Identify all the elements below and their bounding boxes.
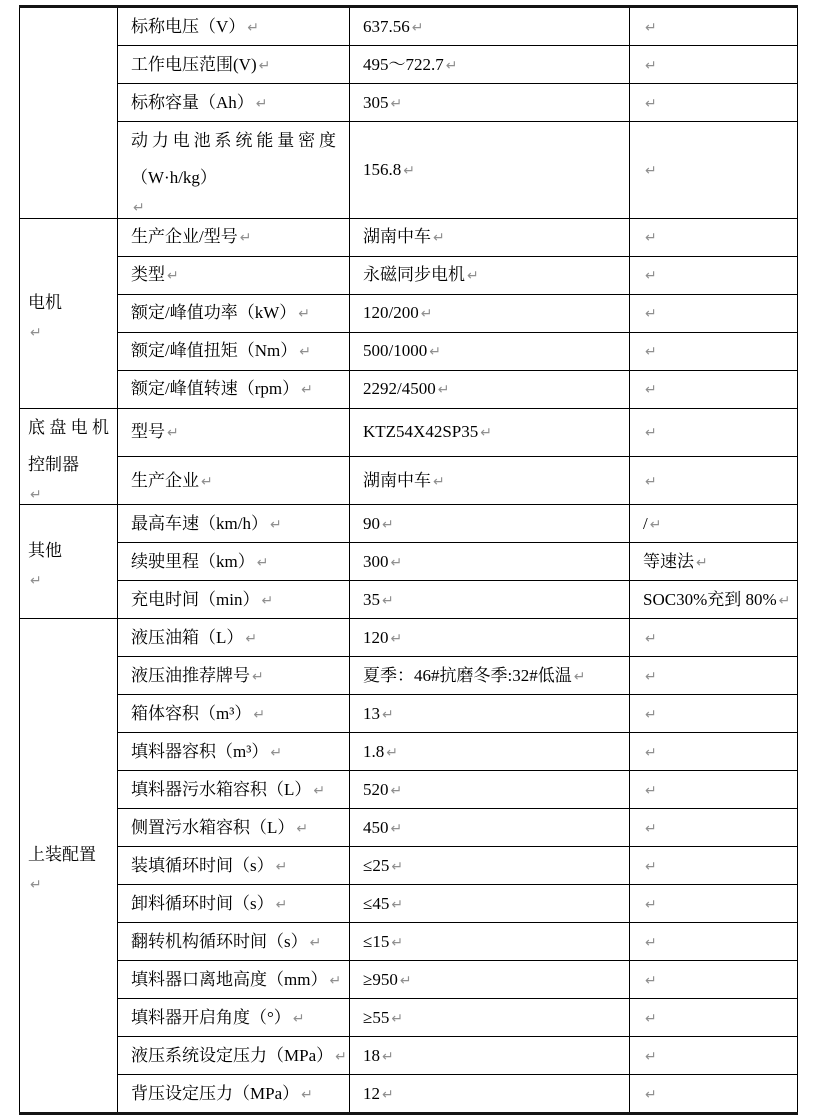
note-cell xyxy=(630,961,798,999)
parameter-label-text: 背压设定压力（MPa） xyxy=(131,1083,300,1103)
paragraph-mark: ↵ xyxy=(309,934,322,951)
value-text: 156.8 xyxy=(363,160,402,179)
parameter-label-cell xyxy=(118,771,350,809)
value-cell xyxy=(350,733,630,771)
paragraph-mark: ↵ xyxy=(573,668,586,685)
vehicle-spec-table xyxy=(19,5,798,1115)
note-cell xyxy=(630,456,798,504)
table-row xyxy=(20,1075,798,1114)
paragraph-mark: ↵ xyxy=(403,163,415,179)
note-cell xyxy=(630,122,798,219)
paragraph-mark: ↵ xyxy=(270,744,283,761)
parameter-label-text: 类型 xyxy=(131,265,165,285)
value-text: ≤25 xyxy=(363,855,390,875)
paragraph-mark: ↵ xyxy=(645,858,657,875)
note-text: 等速法 xyxy=(643,551,694,571)
paragraph-mark: ↵ xyxy=(258,57,271,74)
paragraph-mark: ↵ xyxy=(645,425,657,442)
paragraph-mark: ↵ xyxy=(30,573,42,590)
parameter-label-text: 箱体容积（m³） xyxy=(131,703,252,723)
parameter-label-cell xyxy=(118,619,350,657)
paragraph-mark: ↵ xyxy=(391,1010,404,1027)
parameter-label-cell xyxy=(118,218,350,256)
paragraph-mark: ↵ xyxy=(391,934,404,951)
paragraph-mark: ↵ xyxy=(437,382,450,399)
paragraph-mark: ↵ xyxy=(645,972,657,989)
parameter-label-text: 翻转机构循环时间（s） xyxy=(131,931,308,951)
parameter-label-text: 工作电压范围(V) xyxy=(131,54,257,74)
paragraph-mark: ↵ xyxy=(382,1048,394,1065)
note-cell xyxy=(630,1075,798,1114)
note-cell xyxy=(630,885,798,923)
parameter-label-cell xyxy=(118,122,350,219)
note-cell xyxy=(630,7,798,46)
note-cell xyxy=(630,256,798,294)
paragraph-mark: ↵ xyxy=(275,858,288,875)
parameter-label-text: 液压油推荐牌号 xyxy=(131,665,250,685)
value-cell xyxy=(350,218,630,256)
paragraph-mark: ↵ xyxy=(390,630,403,647)
value-cell xyxy=(350,1075,630,1114)
paragraph-mark: ↵ xyxy=(778,592,791,609)
paragraph-mark: ↵ xyxy=(645,668,657,685)
paragraph-mark: ↵ xyxy=(645,1010,657,1027)
category-cell xyxy=(20,218,118,408)
note-cell xyxy=(630,332,798,370)
parameter-label-cell xyxy=(118,733,350,771)
value-cell xyxy=(350,370,630,408)
paragraph-mark: ↵ xyxy=(645,57,657,74)
parameter-label-cell xyxy=(118,256,350,294)
parameter-label-text: 标称电压（V） xyxy=(131,16,246,36)
parameter-label-text: 液压系统设定压力（MPa） xyxy=(131,1045,334,1065)
parameter-label-text: 生产企业/型号 xyxy=(131,227,238,247)
paragraph-mark: ↵ xyxy=(239,230,252,247)
paragraph-mark: ↵ xyxy=(299,344,311,361)
table-row xyxy=(20,885,798,923)
paragraph-mark: ↵ xyxy=(645,268,657,285)
value-text: 18 xyxy=(363,1045,380,1065)
category-cell xyxy=(20,408,118,505)
value-cell xyxy=(350,809,630,847)
paragraph-mark: ↵ xyxy=(296,820,309,837)
paragraph-mark: ↵ xyxy=(301,1086,313,1103)
value-cell xyxy=(350,46,630,84)
table-row xyxy=(20,923,798,961)
paragraph-mark: ↵ xyxy=(269,516,282,533)
paragraph-mark: ↵ xyxy=(386,744,398,761)
paragraph-mark: ↵ xyxy=(298,306,311,323)
table-row xyxy=(20,505,798,543)
paragraph-mark: ↵ xyxy=(390,554,403,571)
value-text: 120/200 xyxy=(363,303,419,323)
value-text: ≤45 xyxy=(363,893,390,913)
paragraph-mark: ↵ xyxy=(256,554,269,571)
paragraph-mark: ↵ xyxy=(30,877,42,894)
table-row xyxy=(20,294,798,332)
note-cell xyxy=(630,923,798,961)
paragraph-mark: ↵ xyxy=(390,782,403,799)
value-cell xyxy=(350,961,630,999)
value-cell xyxy=(350,256,630,294)
value-text: 湖南中车 xyxy=(363,470,431,490)
table-row xyxy=(20,619,798,657)
note-cell xyxy=(630,733,798,771)
table-row xyxy=(20,961,798,999)
paragraph-mark: ↵ xyxy=(645,706,657,723)
paragraph-mark: ↵ xyxy=(245,630,258,647)
paragraph-mark: ↵ xyxy=(445,57,458,74)
table-row xyxy=(20,408,798,456)
paragraph-mark: ↵ xyxy=(480,425,492,442)
table-row xyxy=(20,7,798,46)
table-row xyxy=(20,456,798,504)
category-text: 上装配置 xyxy=(28,845,96,865)
value-cell xyxy=(350,999,630,1037)
paragraph-mark: ↵ xyxy=(467,268,479,285)
paragraph-mark: ↵ xyxy=(247,19,260,36)
parameter-label-text: 生产企业 xyxy=(131,470,199,490)
paragraph-mark: ↵ xyxy=(382,1086,394,1103)
parameter-label-cell xyxy=(118,695,350,733)
value-cell xyxy=(350,1037,630,1075)
note-cell xyxy=(630,695,798,733)
value-cell xyxy=(350,332,630,370)
value-cell xyxy=(350,122,630,219)
parameter-label-text: 液压油箱（L） xyxy=(131,627,244,647)
value-cell xyxy=(350,581,630,619)
note-cell xyxy=(630,370,798,408)
value-text: ≤15 xyxy=(363,931,390,951)
table-row xyxy=(20,46,798,84)
value-cell xyxy=(350,923,630,961)
value-text: 夏季：46#抗磨冬季:32#低温 xyxy=(363,665,572,685)
value-text: KTZ54X42SP35 xyxy=(363,422,479,442)
paragraph-mark: ↵ xyxy=(645,230,657,247)
table-row xyxy=(20,1037,798,1075)
table-row xyxy=(20,218,798,256)
value-cell xyxy=(350,84,630,122)
paragraph-mark: ↵ xyxy=(645,782,657,799)
parameter-label-cell xyxy=(118,581,350,619)
value-text: 永磁同步电机 xyxy=(363,265,465,285)
paragraph-mark: ↵ xyxy=(313,782,326,799)
parameter-label-text: 填料器污水箱容积（L） xyxy=(131,779,312,799)
spec-table-body xyxy=(20,7,798,1114)
paragraph-mark: ↵ xyxy=(645,820,657,837)
parameter-label-text: 额定/峰值扭矩（Nm） xyxy=(131,341,298,361)
value-cell xyxy=(350,408,630,456)
paragraph-mark: ↵ xyxy=(645,1048,657,1065)
value-text: 湖南中车 xyxy=(363,227,431,247)
value-cell xyxy=(350,543,630,581)
paragraph-mark: ↵ xyxy=(167,425,179,442)
category-text: 其他 xyxy=(28,541,62,561)
parameter-label-cell xyxy=(118,370,350,408)
category-text: 电机 xyxy=(28,292,62,312)
value-text: 1.8 xyxy=(363,741,385,761)
paragraph-mark: ↵ xyxy=(275,896,288,913)
table-row xyxy=(20,657,798,695)
parameter-label-cell xyxy=(118,1037,350,1075)
parameter-label-text: 额定/峰值功率（kW） xyxy=(131,303,297,323)
table-row xyxy=(20,809,798,847)
parameter-label-text: 填料器口离地高度（mm） xyxy=(131,969,328,989)
note-cell xyxy=(630,619,798,657)
category-text: 控制器 xyxy=(28,454,79,474)
paragraph-mark: ↵ xyxy=(167,268,179,285)
value-text: 305 xyxy=(363,92,389,112)
paragraph-mark: ↵ xyxy=(433,230,445,247)
note-text: / xyxy=(643,513,648,533)
table-row xyxy=(20,543,798,581)
table-row xyxy=(20,771,798,809)
value-cell xyxy=(350,657,630,695)
value-text: ≥55 xyxy=(363,1007,390,1027)
parameter-label-cell xyxy=(118,294,350,332)
parameter-label-text: 额定/峰值转速（rpm） xyxy=(131,379,300,399)
value-cell xyxy=(350,619,630,657)
parameter-label-cell xyxy=(118,961,350,999)
value-text: 12 xyxy=(363,1083,380,1103)
value-cell xyxy=(350,695,630,733)
value-cell xyxy=(350,505,630,543)
paragraph-mark: ↵ xyxy=(645,95,657,112)
paragraph-mark: ↵ xyxy=(382,592,394,609)
value-text: 495～722.7 xyxy=(363,54,444,74)
parameter-label-text: 充电时间（min） xyxy=(131,589,260,609)
value-cell xyxy=(350,7,630,46)
parameter-label-cell xyxy=(118,923,350,961)
parameter-label-text: 装填循环时间（s） xyxy=(131,855,274,875)
paragraph-mark: ↵ xyxy=(411,19,424,36)
parameter-label-cell xyxy=(118,885,350,923)
note-cell xyxy=(630,657,798,695)
value-text: 637.56 xyxy=(363,16,410,36)
note-cell xyxy=(630,84,798,122)
value-text: 300 xyxy=(363,551,389,571)
note-cell xyxy=(630,46,798,84)
value-cell xyxy=(350,294,630,332)
parameter-label-text: （W·h/kg） xyxy=(131,168,217,187)
note-text: SOC30%充到 80% xyxy=(643,589,777,609)
value-text: 90 xyxy=(363,513,380,533)
paragraph-mark: ↵ xyxy=(382,706,394,723)
note-cell xyxy=(630,294,798,332)
paragraph-mark: ↵ xyxy=(433,473,445,490)
paragraph-mark: ↵ xyxy=(645,382,657,399)
paragraph-mark: ↵ xyxy=(252,668,264,685)
note-cell xyxy=(630,581,798,619)
note-cell xyxy=(630,771,798,809)
paragraph-mark: ↵ xyxy=(429,344,441,361)
table-row xyxy=(20,695,798,733)
table-row xyxy=(20,847,798,885)
table-row xyxy=(20,581,798,619)
paragraph-mark: ↵ xyxy=(391,858,404,875)
value-cell xyxy=(350,847,630,885)
paragraph-mark: ↵ xyxy=(329,972,342,989)
paragraph-mark: ↵ xyxy=(645,934,657,951)
paragraph-mark: ↵ xyxy=(645,344,657,361)
paragraph-mark: ↵ xyxy=(645,896,657,913)
note-cell xyxy=(630,218,798,256)
paragraph-mark: ↵ xyxy=(649,516,662,533)
paragraph-mark: ↵ xyxy=(390,95,403,112)
note-cell xyxy=(630,543,798,581)
parameter-label-cell xyxy=(118,505,350,543)
paragraph-mark: ↵ xyxy=(255,95,268,112)
parameter-label-text: 卸料循环时间（s） xyxy=(131,893,274,913)
parameter-label-text: 侧置污水箱容积（L） xyxy=(131,817,295,837)
paragraph-mark: ↵ xyxy=(390,820,403,837)
paragraph-mark: ↵ xyxy=(133,200,145,216)
paragraph-mark: ↵ xyxy=(399,972,412,989)
paragraph-mark: ↵ xyxy=(253,706,266,723)
parameter-label-text: 续驶里程（km） xyxy=(131,551,255,571)
paragraph-mark: ↵ xyxy=(382,516,394,533)
value-text: 13 xyxy=(363,703,380,723)
value-text: 2292/4500 xyxy=(363,379,436,399)
parameter-label-text: 填料器开启角度（°） xyxy=(131,1007,291,1027)
paragraph-mark: ↵ xyxy=(645,19,657,36)
paragraph-mark: ↵ xyxy=(30,486,42,503)
parameter-label-cell xyxy=(118,847,350,885)
paragraph-mark: ↵ xyxy=(645,473,657,490)
table-row xyxy=(20,733,798,771)
value-cell xyxy=(350,456,630,504)
note-cell xyxy=(630,1037,798,1075)
paragraph-mark: ↵ xyxy=(391,896,404,913)
note-cell xyxy=(630,408,798,456)
parameter-label-text: 最高车速（km/h） xyxy=(131,513,268,533)
parameter-label-cell xyxy=(118,543,350,581)
table-row xyxy=(20,256,798,294)
paragraph-mark: ↵ xyxy=(30,324,42,341)
parameter-label-cell xyxy=(118,999,350,1037)
paragraph-mark: ↵ xyxy=(645,1086,657,1103)
paragraph-mark: ↵ xyxy=(420,306,433,323)
category-cell xyxy=(20,619,118,1114)
parameter-label-cell xyxy=(118,332,350,370)
parameter-label-cell xyxy=(118,7,350,46)
note-cell xyxy=(630,847,798,885)
parameter-label-text: 型号 xyxy=(131,422,165,442)
note-cell xyxy=(630,999,798,1037)
value-cell xyxy=(350,885,630,923)
value-cell xyxy=(350,771,630,809)
parameter-label-cell xyxy=(118,1075,350,1114)
paragraph-mark: ↵ xyxy=(292,1010,305,1027)
table-row xyxy=(20,84,798,122)
parameter-label-cell xyxy=(118,84,350,122)
paragraph-mark: ↵ xyxy=(645,163,657,179)
table-row xyxy=(20,999,798,1037)
value-text: 35 xyxy=(363,589,380,609)
value-text: 520 xyxy=(363,779,389,799)
paragraph-mark: ↵ xyxy=(261,592,274,609)
parameter-label-cell xyxy=(118,657,350,695)
category-cell xyxy=(20,505,118,619)
table-row xyxy=(20,122,798,219)
paragraph-mark: ↵ xyxy=(301,382,313,399)
paragraph-mark: ↵ xyxy=(696,554,708,571)
value-text: 500/1000 xyxy=(363,341,428,361)
parameter-label-cell xyxy=(118,408,350,456)
note-cell xyxy=(630,505,798,543)
table-row xyxy=(20,370,798,408)
value-text: 450 xyxy=(363,817,389,837)
value-text: ≥950 xyxy=(363,969,398,989)
category-text: 底盘电机 xyxy=(28,417,109,437)
parameter-label-cell xyxy=(118,46,350,84)
paragraph-mark: ↵ xyxy=(335,1048,347,1065)
parameter-label-text: 动力电池系统能量密度 xyxy=(131,131,336,150)
parameter-label-cell xyxy=(118,809,350,847)
category-cell xyxy=(20,7,118,219)
value-text: 120 xyxy=(363,627,389,647)
table-row xyxy=(20,332,798,370)
paragraph-mark: ↵ xyxy=(645,744,657,761)
paragraph-mark: ↵ xyxy=(645,306,657,323)
paragraph-mark: ↵ xyxy=(201,473,213,490)
paragraph-mark: ↵ xyxy=(645,630,657,647)
parameter-label-text: 标称容量（Ah） xyxy=(131,92,254,112)
note-cell xyxy=(630,809,798,847)
parameter-label-cell xyxy=(118,456,350,504)
parameter-label-text: 填料器容积（m³） xyxy=(131,741,269,761)
